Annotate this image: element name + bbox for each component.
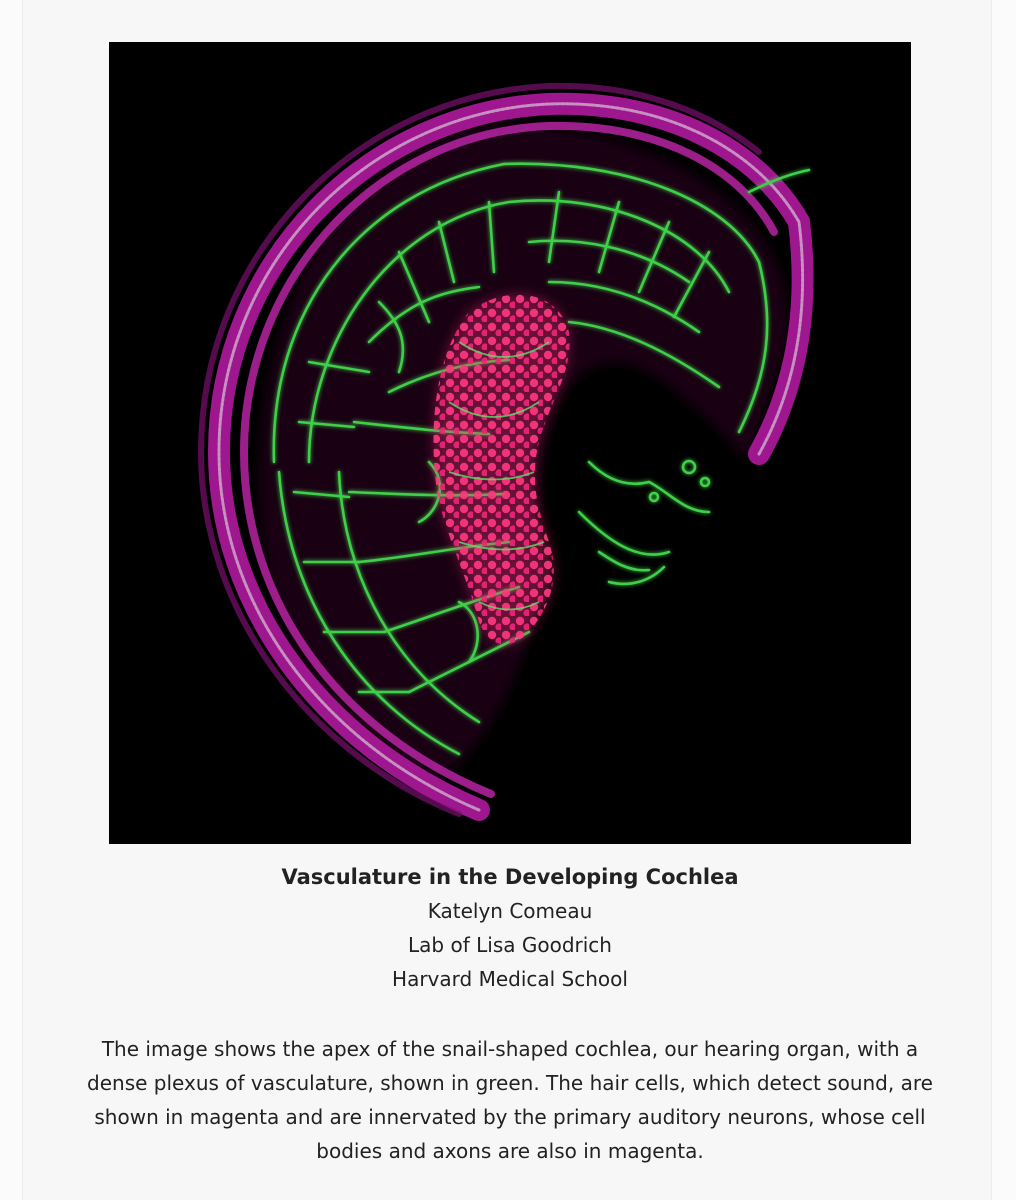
figure-institution: Harvard Medical School	[392, 967, 628, 991]
figure-lab: Lab of Lisa Goodrich	[408, 933, 612, 957]
figure-description: The image shows the apex of the snail-shaped cochlea, our hearing organ, with a dense plexus of vasculature, shown in green. The hair cells, which detect sound, are shown in magenta and are innervated by the primary auditory neurons, whose cell bodies and axons are also in magenta.	[87, 1037, 933, 1163]
page-edge-left	[0, 0, 23, 1200]
page-edge-right	[991, 0, 1016, 1200]
cochlea-illustration	[109, 42, 911, 844]
figure-author: Katelyn Comeau	[427, 899, 593, 923]
cochlea-micrograph	[109, 42, 911, 844]
figure-title: Vasculature in the Developing Cochlea	[281, 865, 739, 889]
